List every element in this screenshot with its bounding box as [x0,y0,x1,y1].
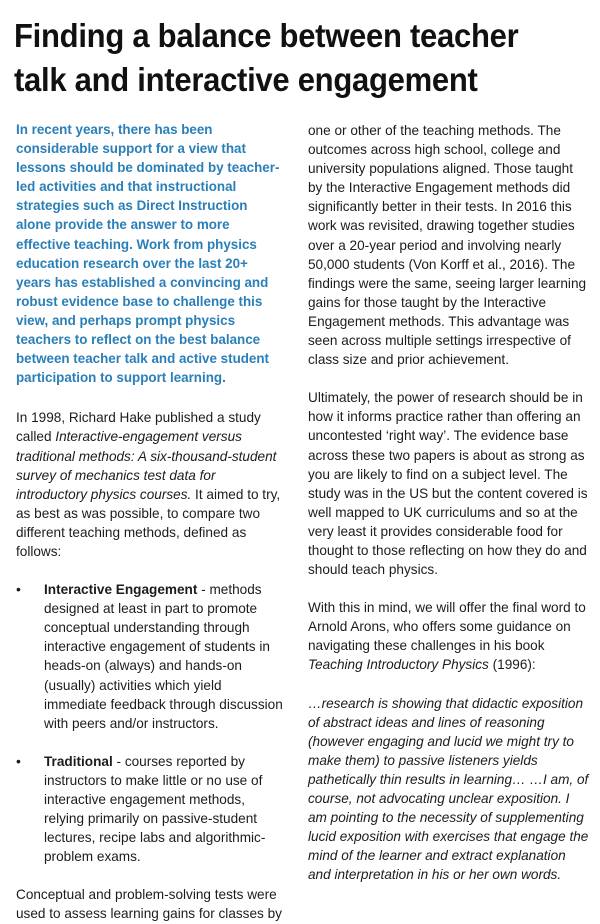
study-title: Interactive-engagement versus traditional methods: A six-thousand-student survey of mechanics test data for introductory physics courses. [16,429,277,502]
title-line-1: Finding a balance between teacher [14,17,519,54]
bullet-term: Interactive Engagement [44,582,198,598]
bullet-term: Traditional [44,753,113,769]
right-column [308,121,590,884]
left-column [16,120,286,924]
list-item [16,580,286,733]
arons-text-after: (1996): [488,657,536,673]
bullet-text: - courses reported by instructors to make little or no use of interactive engagement methods, relying primarily on passive-student lectures, recipe labs and algorithmic-problem exams. [44,753,266,865]
arons-text-before: With this in mind, we will offer the final word to Arnold Arons, who offers some guidance on navigating these challenges in his book [308,600,586,654]
intro-text-after: It aimed to try, as best as was possible, to compare two different teaching methods, defined as follows: [16,486,281,559]
bullet-text: - methods designed at least in part to promote conceptual understanding through interactive engagement of students in heads-on (always) and hands-on (usually) activities which yield immediate feedback through discussion with peers and/or instructors. [44,582,283,731]
lead-paragraph: In recent years, there has been considerable support for a view that lessons should be dominated by teacher-led activities and that instructional strategies such as Direct Instruction alone provide the answer to more effective teaching. Work from physics education research over the last 20+ years has established a convincing and robust evidence base to challenge this view, and perhaps prompt physics teachers to reflect on the best balance between teacher talk and active student participation to support learning. [16,122,280,386]
article-title [14,14,555,102]
results-paragraph: one or other of the teaching methods. The outcomes across high school, college and university populations aligned. Those taught by the Interactive Engagement methods did significantly better in their tests. In 2016 this work was revisited, drawing together studies over a 20-year period and involving nearly 50,000 students (Von Korff et al., 2016). The findings were the same, seeing larger learning gains for those taught by the Interactive Engagement methods. This advantage was seen across multiple settings irrespective of class size and prior achievement. [308,123,587,368]
practice-paragraph: Ultimately, the power of research should be in how it informs practice rather than offering an uncontested ‘right way’. The evidence base across these two papers is about as strong as you are likely to find on a subject level. The study was in the US but the content covered is well mapped to UK curriculums and so at the very least it provides considerable food for thought to those reflecting on how they do and should teach physics. [308,390,588,578]
intro-text-before: In 1998, Richard Hake published a study called [16,410,261,445]
bullet-icon: • [16,581,21,598]
method-definitions-list [16,580,286,866]
book-title: Teaching Introductory Physics [308,657,489,673]
arons-intro-paragraph [308,598,590,674]
intro-paragraph [16,408,286,561]
title-line-2: talk and interactive engagement [14,61,478,98]
list-item [16,752,286,867]
arons-quote: …research is showing that didactic exposition of abstract ideas and lines of reasoning (however engaging and lucid we might try to make them) to passive listeners yields pathetically thin results in learning… …I am, of course, not advocating unclear exposition. I am pointing to the necessity of supplementing lucid exposition with exercises that engage the mind of the learner and extract explanation and interpretation in his or her own words. [308,695,589,883]
bullet-icon: • [16,752,21,769]
closing-paragraph: Conceptual and problem-solving tests were used to assess learning gains for classes by [16,887,282,922]
